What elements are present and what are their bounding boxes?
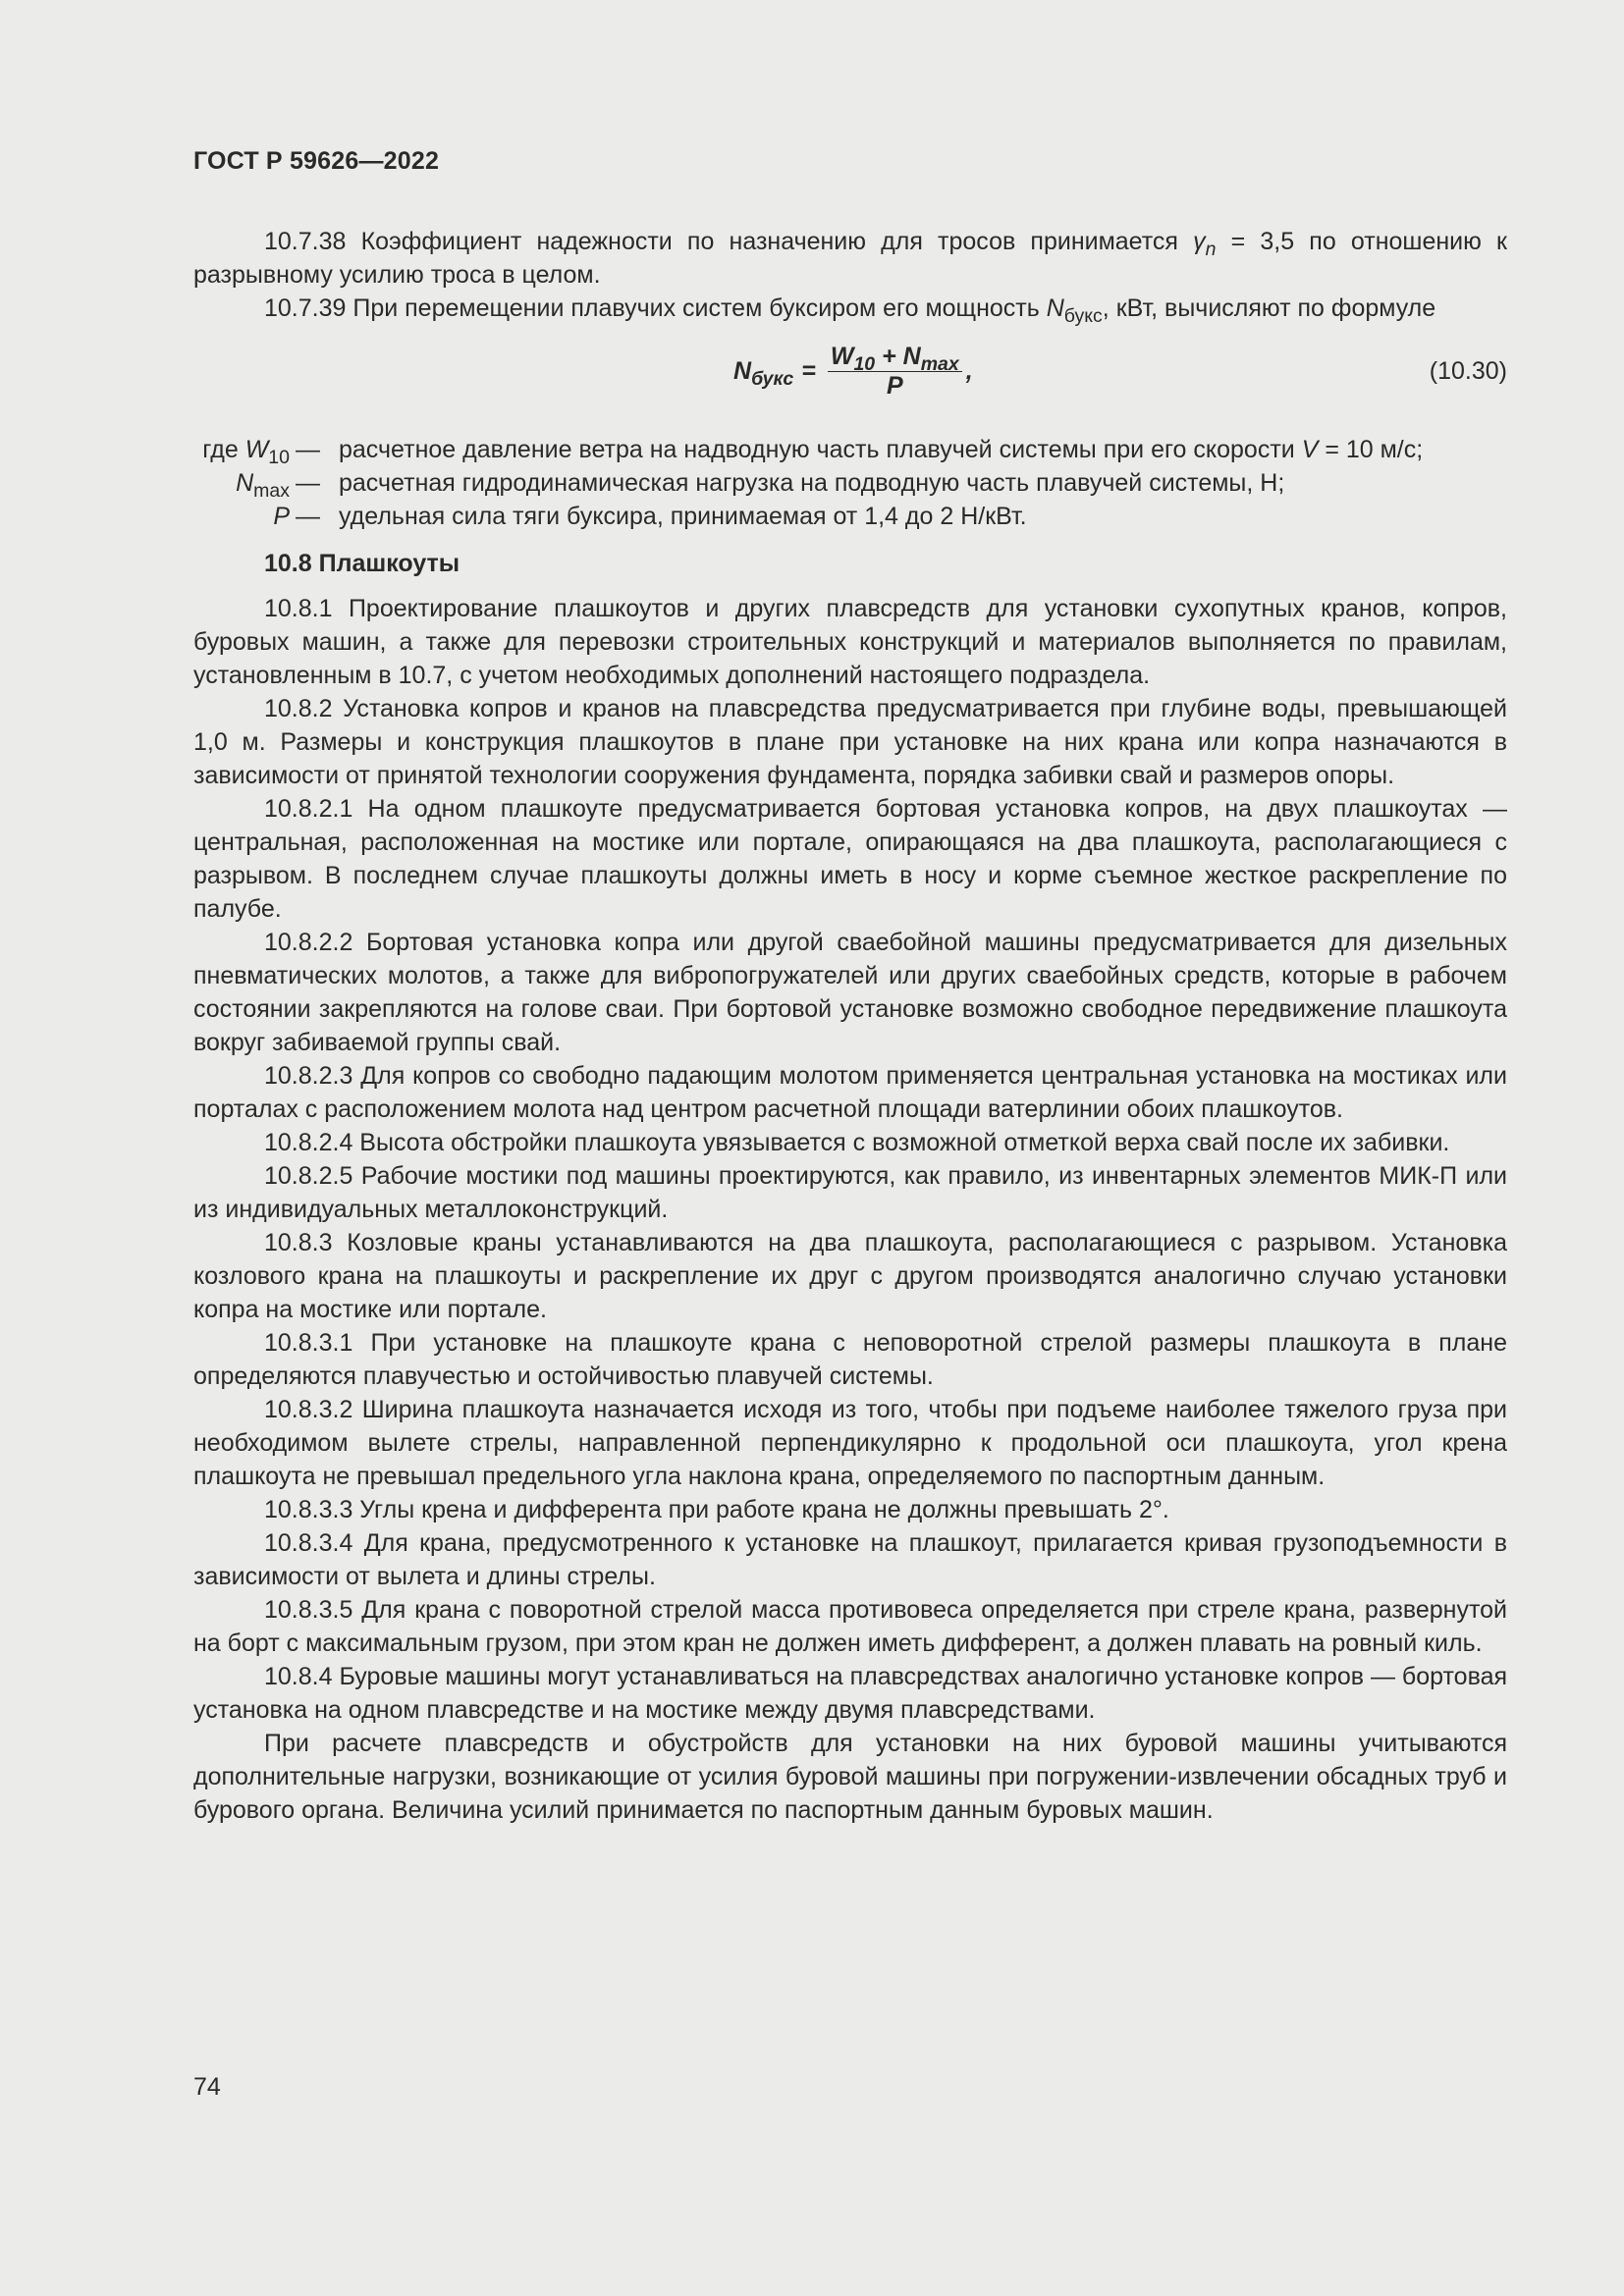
paragraph: 10.8.3.1 При установке на плашкоуте крана с неповоротной стрелой размеры плашкоута в плане определяются плавучестью и остойчивостью плавучей системы. — [193, 1329, 1507, 1390]
symbol-definitions — [193, 433, 1507, 533]
definition-symbol: $N_{max}$ — [236, 469, 290, 502]
formula-lhs: $N_{букс}$ — [733, 357, 794, 390]
formula-trailing: , — [965, 357, 973, 385]
paragraph: 10.8.2.5 Рабочие мостики под машины проектируются, как правило, из инвентарных элементов МИК-П или из индивидуальных металлоконструкций. — [193, 1162, 1507, 1223]
paragraph: 10.8.3.4 Для крана, предусмотренного к установке на плашкоут, прилагается кривая грузоподъемности в зависимости от вылета и длины стрелы. — [193, 1529, 1507, 1590]
formula-number: (10.30) — [1429, 357, 1507, 385]
formula-10-30 — [193, 343, 1507, 400]
definition-text: расчетная гидродинамическая нагрузка на подводную часть плавучей системы, Н; — [339, 469, 1285, 497]
definition-p — [193, 500, 1507, 533]
definition-dash: — — [296, 503, 320, 530]
definition-symbol: где $W_{10}$ — [202, 436, 290, 468]
paragraph: 10.8.2.4 Высота обстройки плашкоута увязывается с возможной отметкой верха свай после их забивки. — [264, 1129, 1450, 1156]
formula-numerator: $W_{10} + N_{max}$ — [828, 343, 962, 372]
paragraph-10-7-39: 10.7.39 При перемещении плавучих систем буксиром его мощность $N_{букс}$, кВт, вычисляют по формуле — [264, 294, 1436, 327]
paragraph: 10.8.2 Установка копров и кранов на плавсредства предусматривается при глубине воды, превышающей 1,0 м. Размеры и конструкция плашкоутов в плане при установке на них крана или копра назначаются в зависимости от принятой технологии сооружения фундамента, порядка забивки свай и размеров опоры. — [193, 695, 1507, 789]
definition-dash: — — [296, 436, 320, 463]
section-title-10-8: 10.8 Плашкоуты — [264, 550, 460, 577]
formula-equals: = — [801, 357, 816, 385]
formula-fraction — [828, 343, 962, 400]
paragraph: 10.8.2.3 Для копров со свободно падающим молотом применяется центральная установка на мостиках или порталах с расположением молота над центром расчетной площади ватерлинии обоих плашкоутов. — [193, 1062, 1507, 1123]
formula-denominator: P — [886, 372, 903, 400]
paragraph: 10.8.2.1 На одном плашкоуте предусматривается бортовая установка копров, на двух плашкоутах — центральная, расположенная на мостике или портале, опирающаяся на два плашкоута, располагающиеся с разрывом. В последнем случае плашкоуты должны иметь в носу и корме съемное жесткое раскрепление по палубе. — [193, 795, 1507, 923]
paragraph: 10.8.1 Проектирование плашкоутов и других плавсредств для установки сухопутных кранов, копров, буровых машин, а также для перевозки строительных конструкций и материалов выполняется по правилам, установленным в 10.7, с учетом необходимых дополнений настоящего подраздела. — [193, 595, 1507, 689]
paragraph: 10.8.4 Буровые машины могут устанавливаться на плавсредствах аналогично установке копров — бортовая установка на одном плавсредстве и на мостике между двумя плавсредствами. — [193, 1663, 1508, 1724]
formula-expression — [733, 343, 973, 400]
definition-w10 — [193, 433, 1507, 466]
paragraph: 10.8.2.2 Бортовая установка копра или другой сваебойной машины предусматривается для дизельных пневматических молотов, а также для вибропогружателей или других сваебойных средств, которые в рабочем состоянии закрепляются на голове сваи. При бортовой установке возможно свободное передвижение плашкоута вокруг забиваемой группы свай. — [193, 929, 1507, 1056]
paragraph: 10.8.3.5 Для крана с поворотной стрелой масса противовеса определяется при стреле крана, развернутой на борт с максимальным грузом, при этом кран не должен иметь дифферент, а должен плавать на ровный киль. — [193, 1596, 1507, 1657]
page-number: 74 — [193, 2073, 221, 2101]
definition-dash: — — [296, 469, 320, 497]
paragraph: 10.8.3.3 Углы крена и дифферента при работе крана не должны превышать 2°. — [264, 1496, 1169, 1523]
document-body — [193, 225, 1507, 1827]
definition-symbol: P — [273, 503, 290, 530]
paragraph: 10.8.3.2 Ширина плашкоута назначается исходя из того, чтобы при подъеме наиболее тяжелого груза при необходимом вылете стрелы, направленной перпендикулярно к продольной оси плашкоута, угол крена плашкоута не превышал предельного угла наклона крана, определяемого по паспортным данным. — [193, 1396, 1507, 1490]
definition-text: расчетное давление ветра на надводную часть плавучей системы при его скорости V = 10 м/с; — [339, 436, 1424, 463]
definition-nmax — [193, 466, 1507, 500]
paragraph-10-7-38: 10.7.38 Коэффициент надежности по назначению для тросов принимается $\gamma_n = 3,5$ по отношению к разрывному усилию троса в целом. — [193, 228, 1507, 289]
definition-text: удельная сила тяги буксира, принимаемая от 1,4 до 2 Н/кВт. — [339, 503, 1027, 530]
paragraph: 10.8.3 Козловые краны устанавливаются на два плашкоута, располагающиеся с разрывом. Установка козлового крана на плашкоуты и раскрепление их друг с другом производятся аналогично случаю установки копра на мостике или портале. — [193, 1229, 1507, 1323]
document-header: ГОСТ Р 59626—2022 — [193, 147, 440, 175]
paragraph: При расчете плавсредств и обустройств для установки на них буровой машины учитываются дополнительные нагрузки, возникающие от усилия буровой машины при погружении-извлечении обсадных труб и бурового органа. Величина усилий принимается по паспортным данным буровых машин. — [193, 1730, 1507, 1824]
